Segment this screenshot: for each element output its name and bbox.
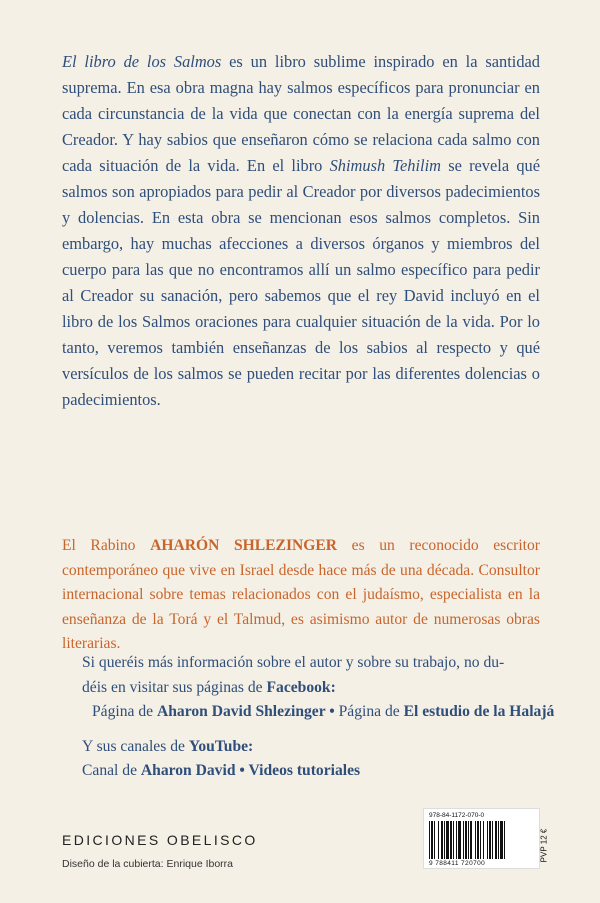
author-links: [82, 651, 555, 784]
shimush-tehilim-italic: Shimush Tehilim: [329, 156, 441, 175]
bio-prefix: El Rabino: [62, 537, 151, 554]
facebook-page-aharon[interactable]: Aharon David Shlezinger: [156, 703, 326, 720]
bio-text: es un reconocido escritor contemporáneo que vive en Israel desde hace más de una década. Consultor internacional sobre temas relacionados con el judaísmo, especialista en la enseñanza de la Torá y el Talmud, es asimismo autor de numerosas obras literarias.: [62, 537, 540, 652]
cover-design-credit: Diseño de la cubierta: Enrique Iborra: [62, 858, 234, 870]
price-label: PVP 12 €: [539, 828, 549, 863]
synopsis: [62, 49, 540, 413]
publisher-name: EDICIONES OBELISCO: [62, 832, 258, 848]
page2-prefix: Página de: [338, 703, 404, 720]
youtube-channels: [82, 759, 542, 784]
author-bio-paragraph: [62, 534, 540, 657]
author-name: AHARÓN SHLEZINGER: [150, 537, 338, 554]
youtube-channel-aharon[interactable]: Aharon David: [140, 762, 236, 779]
facebook-pages: [82, 700, 555, 725]
channel-prefix: Canal de: [82, 762, 141, 779]
youtube-channel-videos[interactable]: Videos tutoriales: [248, 762, 361, 779]
youtube-line: [82, 735, 542, 760]
separator-bullet-2: •: [235, 762, 249, 779]
youtube-prefix: Y sus canales de: [82, 737, 189, 755]
facebook-page-halaja[interactable]: El estudio de la Halajá: [403, 703, 555, 720]
facebook-label: Facebook:: [266, 678, 336, 696]
info-intro-text: déis en visitar sus páginas de: [82, 678, 267, 696]
isbn-number: 978-84-1172-070-0: [429, 812, 485, 819]
youtube-label: YouTube:: [188, 737, 254, 755]
barcode-icon: [429, 821, 521, 859]
info-intro-line1: Si queréis más información sobre el autor y sobre su trabajo, no du-: [82, 654, 505, 671]
synopsis-paragraph: [62, 49, 540, 413]
separator-bullet: •: [325, 703, 339, 720]
book-title-italic: El libro de los Salmos: [62, 52, 222, 71]
barcode-digits: 9 788411 720700: [429, 860, 486, 867]
page1-prefix: Página de: [92, 703, 157, 720]
info-intro-line2: [82, 676, 542, 701]
synopsis-text-1: es un libro sublime inspirado en la santidad suprema. En esa obra magna hay salmos específicos para pronunciar en cada circunstancia de la vida que conectan con la energía suprema del Creador. Y hay sabios que enseñaron cómo se relaciona cada salmo con cada situación de la vida. En el libro: [62, 52, 540, 175]
barcode-box: [423, 808, 549, 869]
author-bio: [62, 534, 540, 657]
synopsis-text-2: se revela qué salmos son apropiados para pedir al Creador por diversos padecimientos y dolencias. En esta obra se mencionan esos salmos completos. Sin embargo, hay muchas afecciones a diversos órganos y miembros del cuerpo para las que no encontramos allí un salmo específico para pedir al Creador su sanación, pero sabemos que el rey David incluyó en el libro de los Salmos oraciones para cualquier situación de la vida. Por lo tanto, veremos también enseñanzas de los sabios al respecto y qué versículos de los salmos se pueden recitar por las diferentes dolencias o padecimientos.: [62, 156, 540, 409]
